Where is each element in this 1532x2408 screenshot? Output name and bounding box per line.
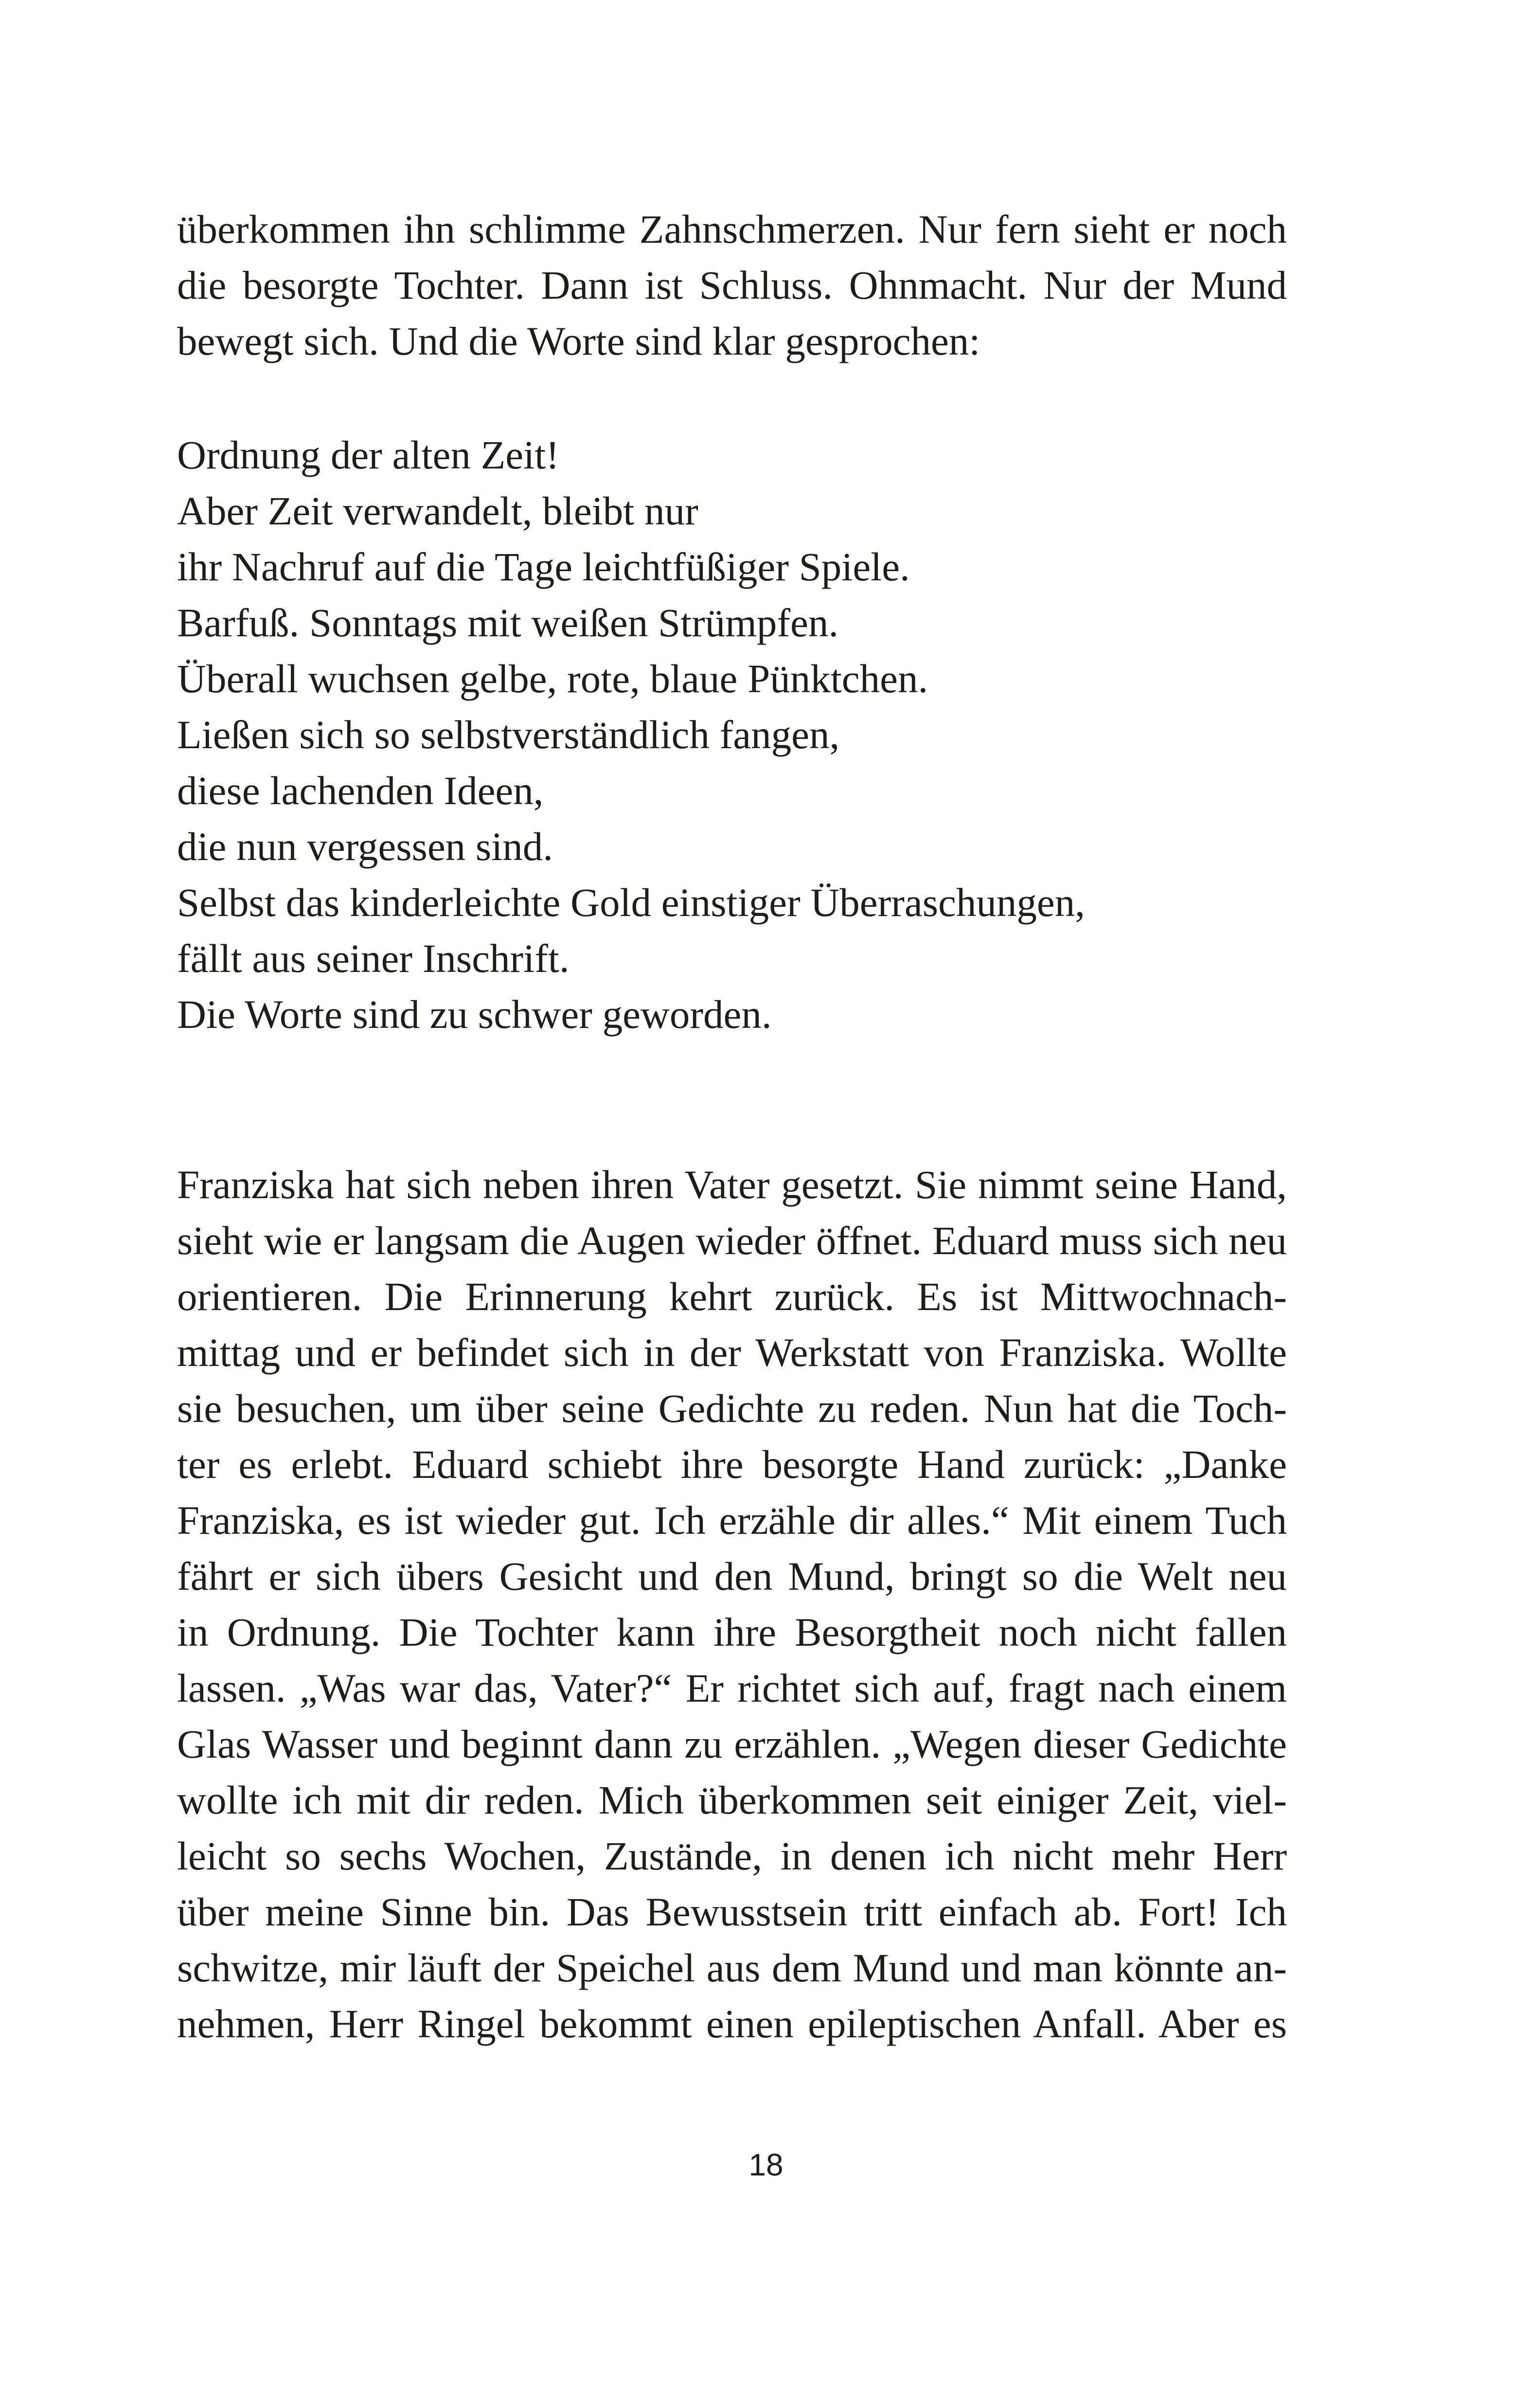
text-line: nehmen, Herr Ringel bekommt einen epileptischen Anfall. Aber es: [177, 2001, 1287, 2046]
text-line: wollte ich mit dir reden. Mich überkommen seit einiger Zeit, viel-: [177, 1778, 1287, 1822]
text-line: ter es erlebt. Eduard schiebt ihre besorgte Hand zurück: „Danke: [177, 1442, 1287, 1487]
poem-line: Selbst das kinderleichte Gold einstiger Überraschungen,: [177, 880, 1085, 925]
text-line: Franziska, es ist wieder gut. Ich erzähle dir alles.“ Mit einem Tuch: [177, 1498, 1287, 1543]
poem-line: Die Worte sind zu schwer geworden.: [177, 992, 772, 1037]
text-line: leicht so sechs Wochen, Zustände, in denen ich nicht mehr Herr: [177, 1833, 1287, 1878]
text-line: die besorgte Tochter. Dann ist Schluss. Ohnmacht. Nur der Mund: [177, 263, 1287, 307]
poem-line: diese lachenden Ideen,: [177, 768, 544, 813]
poem-line: Ordnung der alten Zeit!: [177, 432, 559, 477]
poem-line: Aber Zeit verwandelt, bleibt nur: [177, 488, 698, 533]
page-number: 18: [748, 2147, 784, 2182]
text-line: Franziska hat sich neben ihren Vater gesetzt. Sie nimmt seine Hand,: [177, 1162, 1287, 1207]
text-line: sieht wie er langsam die Augen wieder öffnet. Eduard muss sich neu: [177, 1218, 1287, 1263]
text-line: überkommen ihn schlimme Zahnschmerzen. Nur fern sieht er noch: [177, 207, 1287, 252]
poem-line: Barfuß. Sonntags mit weißen Strümpfen.: [177, 600, 839, 645]
text-line: in Ordnung. Die Tochter kann ihre Besorgtheit noch nicht fallen: [177, 1610, 1287, 1654]
text-line: fährt er sich übers Gesicht und den Mund, bringt so die Welt neu: [177, 1554, 1287, 1599]
poem-line: fällt aus seiner Inschrift.: [177, 936, 570, 981]
text-line: über meine Sinne bin. Das Bewusstsein tritt einfach ab. Fort! Ich: [177, 1889, 1287, 1934]
text-line: mittag und er befindet sich in der Werkstatt von Franziska. Wollte: [177, 1330, 1287, 1375]
text-line: lassen. „Was war das, Vater?“ Er richtet sich auf, fragt nach einem: [177, 1666, 1287, 1710]
text-line: sie besuchen, um über seine Gedichte zu reden. Nun hat die Toch-: [177, 1386, 1287, 1431]
text-line: Glas Wasser und beginnt dann zu erzählen. „Wegen dieser Gedichte: [177, 1722, 1287, 1766]
poem-line: die nun vergessen sind.: [177, 824, 553, 869]
text-line: schwitze, mir läuft der Speichel aus dem Mund und man könnte an-: [177, 1945, 1287, 1990]
poem-line: Ließen sich so selbstverständlich fangen,: [177, 712, 840, 757]
text-line: bewegt sich. Und die Worte sind klar gesprochen:: [177, 319, 980, 363]
poem-line: ihr Nachruf auf die Tage leichtfüßiger Spiele.: [177, 544, 910, 589]
text-line: orientieren. Die Erinnerung kehrt zurück. Es ist Mittwochnach-: [177, 1274, 1287, 1319]
poem-line: Überall wuchsen gelbe, rote, blaue Pünktchen.: [177, 656, 928, 701]
